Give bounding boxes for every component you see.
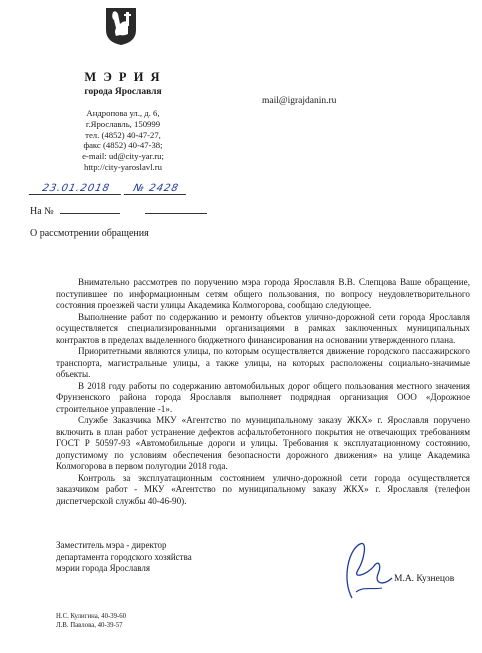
letter-body [56, 277, 470, 507]
body-paragraph: В 2018 году работы по содержанию автомобильных дорог общего пользования местного значения Фрунзенского района города Ярославля выполняет подрядная организация ООО «Дорожное строительное управление -1». [56, 380, 470, 414]
org-subtitle: города Ярославля [84, 87, 162, 97]
coat-of-arms-emblem [104, 6, 138, 46]
email-line: e-mail: ud@city-yar.ru; [82, 151, 164, 162]
address-line: Андропова ул., д. 6, [86, 108, 160, 118]
signatory-name: М.А. Кузнецов [394, 574, 455, 584]
position-line: департамента городского хозяйства [56, 551, 192, 562]
registration-date: 23.01.2018 [29, 183, 124, 195]
website-line: http://city-yaroslavl.ru [84, 161, 162, 172]
handwritten-signature [338, 540, 398, 602]
address-line: г.Ярославль, 150999 [85, 118, 161, 129]
recipient-email: mail@igrajdanin.ru [262, 96, 337, 106]
position-line: Заместитель мэра - директор [56, 540, 167, 550]
position-line: мэрии города Ярославля [56, 563, 151, 573]
body-paragraph: Контроль за эксплуатационным состоянием улично-дорожной сети города осуществляется заказчиком работ - МКУ «Агентство по муниципальному заказу ЖКХ» г. Ярославля (телефон диспетчерской службы 40-46-90). [56, 472, 470, 506]
on-no-label: На № [30, 206, 54, 217]
reference-number-row [30, 204, 207, 217]
fax-line: факс (4852) 40-47-38; [83, 140, 163, 151]
phone-line: тел. (4852) 40-47-27, [85, 129, 161, 140]
reference-number-blank [60, 204, 120, 214]
body-paragraph: Выполнение работ по содержанию и ремонту объектов улично-дорожной сети города Ярославля осуществляется специализированными организациями в рамках заключенных муниципальных контрактов в пределах выделенного бюджетного финансирования на основании утвержденного плана. [56, 311, 470, 345]
body-paragraph: Приоритетными являются улицы, по которым осуществляется движение городского пассажирского транспорта, магистральные улицы, а также улицы, на которых расположены социально-значимые объекты. [56, 346, 470, 379]
org-title: М Э Р И Я [84, 70, 162, 84]
contact-line: Л.В. Павлова, 40-39-57 [56, 622, 123, 629]
registration-number: № 2428 [124, 183, 189, 195]
body-paragraph: Службе Заказчика МКУ «Агентство по муниципальному заказу ЖКХ» г. Ярославля поручено включить в план работ устранение дефектов асфальтобетонного покрытия не отвечающих требованиям ГОСТ Р 50597-93 «Автомобильные дороги и улицы. Требования к эксплуатационному состоянию, допустимому по условиям обеспечения безопасности дорожного движения» на улице Академика Колмогорова в первом полугодии 2018 года. [56, 415, 470, 471]
body-paragraph: Внимательно рассмотрев по поручению мэра города Ярославля В.В. Слепцова Ваше обращение, поступившее по информационным сетям общего пользования, по вопросу неудовлетворительного состояния проезжей части улицы Академика Колмогорова, сообщаю следующее. [56, 277, 470, 310]
contact-line: Н.С. Кулигина, 40-39-60 [56, 613, 127, 620]
org-address-block [60, 108, 186, 173]
letter-subject: О рассмотрении обращения [30, 228, 149, 239]
reference-date-blank [145, 204, 207, 214]
footer-contacts [56, 612, 126, 630]
signatory-position [56, 540, 192, 575]
registration-row [30, 183, 187, 195]
